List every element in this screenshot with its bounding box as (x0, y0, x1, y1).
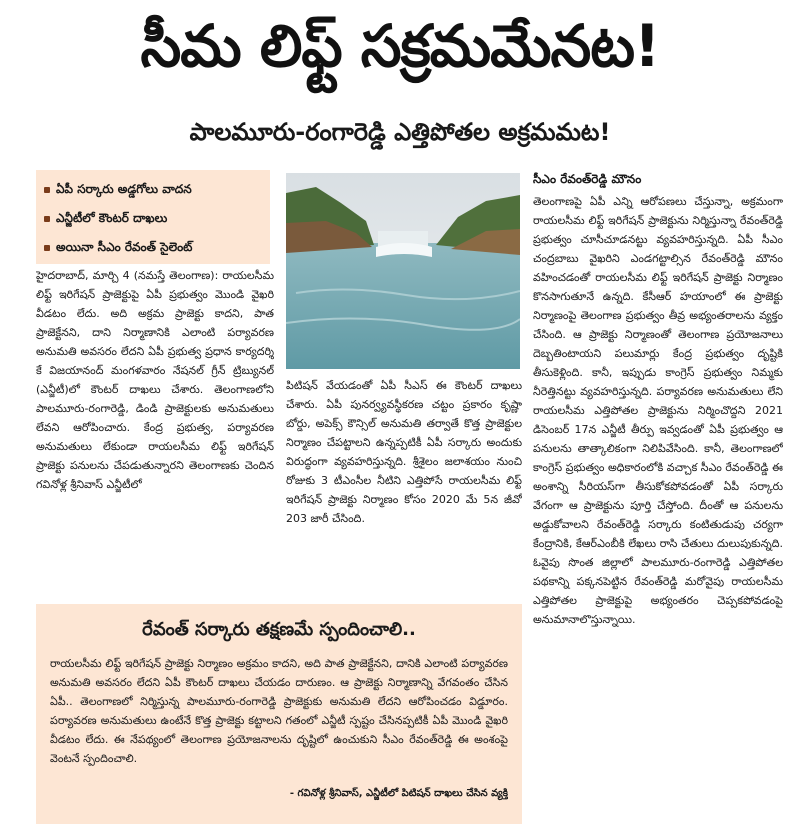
article-paragraph: తెలంగాణపై ఏపీ ఎన్ని ఆరోపణలు చేస్తున్నా, అక్రమంగా రాయలసీమ లిఫ్ట్ ఇరిగేషన్ ప్రాజెక్టును నిర్మిస్తున్నా రేవంత్‌రెడ్డి ప్రభుత్వం చూసీచూడనట్టు వ్యవహరిస్తున్నది. ఏపీ సీఎం చంద్రబాబు వైఖరిని ఎండగట్టాల్సిన రేవంత్‌రెడ్డి మౌనం వహించడంతో రాయలసీమ లిఫ్ట్ ఇరిగేషన్ ప్రాజెక్టు నిర్మాణం కొనసాగుతూనే ఉన్నది. కేసీఆర్ హయాంలో ఈ ప్రాజెక్టు నిర్మాణంపై తెలంగాణ ప్రభుత్వం తీవ్ర అభ్యంతరాలను వ్యక్తం చేసింది. ఆ ప్రాజెక్టు నిర్మాణంతో తెలంగాణ ప్రయోజనాలు దెబ్బతింటాయని పలుమార్లు కేంద్ర ప్రభుత్వం దృష్టికి తీసుకెళ్లింది. కానీ, ఇప్పుడు కాంగ్రెస్ ప్రభుత్వం నిమ్మకు నీరెత్తినట్టు వ్యవహరిస్తున్నది. పర్యావరణ అనుమతులు లేని రాయలసీమ ఎత్తిపోతల ప్రాజెక్టును నిర్మించొద్దని 2021 డిసెంబర్ 17న ఎన్జీటీ తీర్పు ఇవ్వడంతో ఏపీ ప్రభుత్వం ఆ పనులను తాత్కాలికంగా నిలిపివేసింది. కానీ, తెలంగాణలో కాంగ్రెస్ ప్రభుత్వం అధికారంలోకి వచ్చాక సీఎం రేవంత్‌రెడ్డి ఈ అంశాన్ని సీరియస్‌గా తీసుకోకపోవడంతో ఏపీ సర్కారు వేగంగా ఆ ప్రాజెక్టును పూర్తి చేస్తోంది. దీంతో ఆ పనులను అడ్డుకోవాలని రేవంత్‌రెడ్డి సర్కారు కంటితుడుపు చర్యగా కేంద్రానికి, కేఆర్ఎంబీకి లేఖలు రాసి చేతులు దులుపుకున్నది. ఓవైపు సొంత జిల్లాలో పాలమూరు-రంగారెడ్డి ఎత్తిపోతల పథకాన్ని పక్కనపెట్టిన రేవంత్‌రెడ్డి మరోవైపు రాయలసీమ ఎత్తిపోతల ప్రాజెక్టుపై అభ్యంతరం చెప్పకపోవడంపై అనుమానాలొస్తున్నాయి. (533, 195, 783, 626)
quote-credit: - గవినోళ్ల శ్రీనివాస్, ఎన్జీటీలో పిటిషన్ దాఖలు చేసిన వ్యక్తి (289, 788, 508, 799)
article-paragraph: పిటిషన్ వేయడంతో ఏపీ సీఎస్ ఈ కౌంటర్ దాఖలు చేశారు. ఏపీ పునర్వ్యవస్థీకరణ చట్టం ప్రకారం కృష్ణా బోర్డు, అపెక్స్ కౌన్సిల్ అనుమతి తర్వాతే కొత్త ప్రాజెక్టుల నిర్మాణం చేపట్టాలని ఉన్నప్పటికీ ఏపీ సర్కారు అందుకు విరుద్ధంగా వ్యవహరిస్తున్నది. శ్రీశైలం జలాశయం నుంచి రోజుకు 3 టీఎంసీల నీటిని ఎత్తిపోసే రాయలసీమ లిఫ్ట్ ఇరిగేషన్ ప్రాజెక్టు నిర్మాణం కోసం 2020 మే 5న జీవో 203 జారీ చేసింది. (286, 379, 522, 525)
article-paragraph: హైదరాబాద్, మార్చి 4 (నమస్తే తెలంగాణ): రాయలసీమ లిఫ్ట్ ఇరిగేషన్ ప్రాజెక్టుపై ఏపీ ప్రభుత్వం మొండి వైఖరి వీడటం లేదు. అది అక్రమ ప్రాజెక్టు కాదని, పాత ప్రాజెక్టేనని, దాని నిర్మాణానికి ఎలాంటి పర్యావరణ అనుమతి అవసరం లేదని ఏపీ ప్రభుత్వ ప్రధాన కార్యదర్శి కే విజయానంద్ మంగళవారం నేషనల్ గ్రీన్ ట్రిబ్యునల్ (ఎన్జీటీ)లో కౌంటర్ దాఖలు చేశారు. తెలంగాణలోని పాలమూరు-రంగారెడ్డి, డిండి ప్రాజెక్టులకు అనుమతులు లేవని ఆరోపించారు. కేంద్ర ప్రభుత్వ, పర్యావరణ అనుమతులు లేకుండా రాయలసీమ లిఫ్ట్ ఇరిగేషన్ ప్రాజెక్టు పనులను చేపడుతున్నారని తెలంగాణకు చెందిన గవినోళ్ల శ్రీనివాస్ ఎన్జీటీలో (36, 269, 274, 491)
highlight-item (44, 175, 262, 204)
bullet-square-icon (44, 187, 50, 193)
quote-box (36, 604, 522, 824)
highlights-box (36, 170, 270, 264)
highlight-item (44, 233, 262, 262)
subheadline: పాలమూరు-రంగారెడ్డి ఎత్తిపోతల అక్రమమట! (189, 118, 611, 146)
bullet-square-icon (44, 245, 50, 251)
quote-body: రాయలసీమ లిఫ్ట్ ఇరిగేషన్ ప్రాజెక్టు నిర్మాణం అక్రమం కాదని, అది పాత ప్రాజెక్టేనని, దానికి ఎలాంటి పర్యావరణ అనుమతి అవసరం లేదని ఏపీ కౌంటర్ దాఖలు చేయడం దారుణం. ఆ ప్రాజెక్టు నిర్మాణాన్ని వేగవంతం చేసిన ఏపీ.. తెలంగాణలో నిర్మిస్తున్న పాలమూరు-రంగారెడ్డి ప్రాజెక్టుకు అనుమతి లేదని ఆరోపించడం విడ్డూరం. పర్యావరణ అనుమతులు ఉంటేనే కొత్త ప్రాజెక్టు కట్టాలని గతంలో ఎన్జీటీ స్పష్టం చేసినప్పటికీ ఏపీ మొండి వైఖరి వీడటం లేదు. ఈ నేపథ్యంలో తెలంగాణ ప్రయోజనాలను దృష్టిలో ఉంచుకుని సీఎం రేవంత్‌రెడ్డి ఈ అంశంపై వెంటనే స్పందించాలి. (50, 657, 508, 765)
highlight-label: ఏపీ సర్కారు అడ్డగోలు వాదన (56, 182, 192, 196)
article-column-1 (36, 266, 274, 596)
highlight-item (44, 204, 262, 233)
article-column-3 (533, 168, 783, 823)
bullet-square-icon (44, 216, 50, 222)
article-column-2 (286, 376, 522, 596)
reservoir-photo (286, 173, 520, 369)
headline: సీమ లిఫ్ట్ సక్రమమేనట! (140, 12, 660, 80)
highlight-label: అయినా సీఎం రేవంత్ సైలెంట్ (56, 240, 193, 254)
column-subheading: సీఎం రేవంత్‌రెడ్డి మౌనం (533, 172, 642, 186)
highlight-label: ఎన్జీటీలో కౌంటర్ దాఖలు (56, 211, 168, 225)
quote-title: రేవంత్ సర్కారు తక్షణమే స్పందించాలి.. (142, 619, 416, 640)
